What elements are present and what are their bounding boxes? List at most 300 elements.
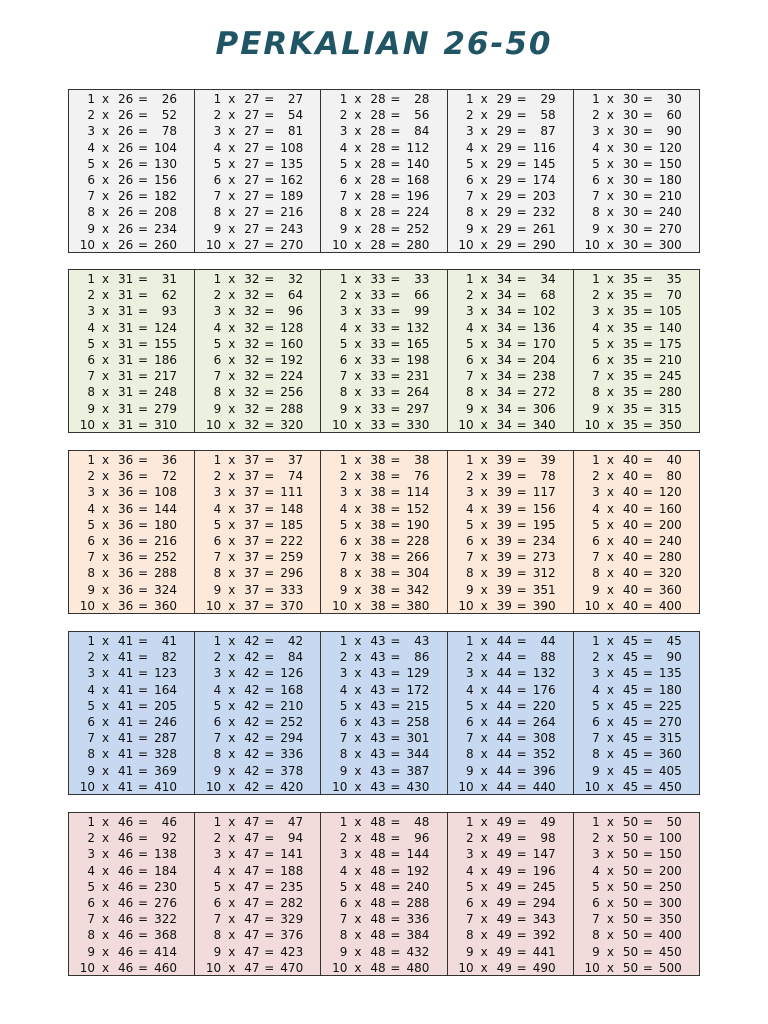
equals-sign: = [516,831,527,846]
times-sign: x [228,517,236,532]
times-sign: x [480,731,488,746]
product: 376 [280,928,304,943]
equals-sign: = [264,304,275,319]
table-row [69,452,194,468]
multiplicand: 26 [118,108,134,123]
multiplicand: 31 [118,272,134,286]
equals-sign: = [264,598,275,613]
times-sign: x [354,320,362,335]
multiplier: 3 [213,485,222,500]
table-row [195,763,320,779]
product: 49 [540,815,556,829]
table-row [448,814,573,830]
equals-sign: = [390,501,401,516]
multiplier: 7 [87,369,95,384]
multiplier: 1 [87,634,95,648]
table-row [448,879,573,895]
product: 228 [406,533,430,548]
equals-sign: = [390,863,401,878]
table-row [321,287,446,303]
multiplicand: 40 [622,582,639,597]
product: 296 [280,566,304,581]
table-row [574,320,699,336]
multiplier: 3 [465,485,474,500]
table-row [321,172,446,188]
multiplicand: 50 [622,863,639,878]
equals-sign: = [264,336,275,351]
table-row [448,468,573,484]
multiplicand: 28 [370,172,386,187]
product: 176 [532,682,556,697]
table-row [321,140,446,156]
product: 352 [532,747,556,762]
multiplier: 7 [465,912,474,927]
multiplicand: 44 [496,682,512,697]
times-sign: x [102,417,110,432]
multiplier: 6 [592,172,600,187]
table-column [573,632,699,794]
multiplier: 1 [592,815,600,829]
times-sign: x [102,960,110,975]
equals-sign: = [642,304,653,319]
table-row [195,287,320,303]
equals-sign: = [516,140,527,155]
equals-sign: = [138,517,149,532]
times-sign: x [606,140,614,155]
multiplier: 4 [465,140,474,155]
table-row [321,960,446,976]
equals-sign: = [264,320,275,335]
equals-sign: = [516,369,527,384]
table-column [320,813,446,975]
multiplier: 7 [339,912,348,927]
times-sign: x [606,304,614,319]
product: 396 [532,763,556,778]
product: 102 [532,304,556,319]
table-row [321,107,446,123]
times-sign: x [480,666,488,681]
times-sign: x [102,92,110,106]
equals-sign: = [642,863,653,878]
times-sign: x [354,485,362,500]
multiplier: 10 [584,598,600,613]
product: 111 [280,485,304,500]
multiplier: 4 [465,320,474,335]
multiplicand: 49 [496,960,512,975]
equals-sign: = [516,517,527,532]
product: 300 [658,237,682,252]
product: 360 [658,747,682,762]
table-row [321,746,446,762]
multiplier: 7 [87,550,95,565]
table-block [68,269,700,433]
times-sign: x [480,895,488,910]
multiplicand: 50 [622,879,639,894]
multiplicand: 34 [496,288,512,303]
multiplier: 1 [465,815,474,829]
times-sign: x [102,682,110,697]
multiplicand: 35 [622,320,639,335]
multiplier: 5 [592,698,600,713]
times-sign: x [228,912,236,927]
table-row [195,468,320,484]
multiplier: 7 [465,731,474,746]
multiplier: 4 [87,501,95,516]
table-row [69,846,194,862]
equals-sign: = [642,714,653,729]
product: 185 [280,517,304,532]
multiplicand: 39 [496,598,512,613]
multiplicand: 38 [370,517,386,532]
times-sign: x [480,682,488,697]
times-sign: x [480,469,488,484]
times-sign: x [228,417,236,432]
product: 33 [414,272,430,286]
multiplier: 3 [87,847,95,862]
table-row [69,960,194,976]
times-sign: x [354,912,362,927]
times-sign: x [228,747,236,762]
table-row [195,879,320,895]
equals-sign: = [642,763,653,778]
equals-sign: = [138,847,149,862]
multiplicand: 32 [244,417,260,432]
multiplicand: 32 [244,385,260,400]
multiplicand: 33 [370,417,386,432]
table-row [69,746,194,762]
equals-sign: = [390,517,401,532]
equals-sign: = [138,237,149,252]
equals-sign: = [264,779,275,794]
product: 136 [532,320,556,335]
table-row [69,682,194,698]
multiplier: 8 [87,385,95,400]
equals-sign: = [516,634,527,648]
multiplicand: 41 [118,731,134,746]
multiplier: 6 [339,352,348,367]
equals-sign: = [264,485,275,500]
times-sign: x [102,566,110,581]
product: 260 [154,237,177,252]
multiplicand: 30 [622,124,639,139]
table-row [69,303,194,319]
times-sign: x [102,582,110,597]
equals-sign: = [138,598,149,613]
multiplicand: 36 [118,550,134,565]
equals-sign: = [390,385,401,400]
table-row [574,368,699,384]
multiplicand: 48 [370,847,386,862]
multiplicand: 28 [370,156,386,171]
equals-sign: = [138,485,149,500]
multiplier: 1 [465,92,474,106]
multiplicand: 36 [118,469,134,484]
multiplier: 8 [213,566,222,581]
product: 144 [154,501,177,516]
table-row [69,156,194,172]
equals-sign: = [390,944,401,959]
equals-sign: = [516,928,527,943]
table-row [195,830,320,846]
table-row [321,352,446,368]
product: 141 [280,847,304,862]
table-row [195,730,320,746]
product: 231 [406,369,430,384]
times-sign: x [354,928,362,943]
multiplier: 1 [339,453,348,467]
times-sign: x [102,320,110,335]
multiplier: 1 [213,272,222,286]
times-sign: x [354,501,362,516]
product: 138 [154,847,177,862]
product: 132 [532,666,556,681]
equals-sign: = [642,698,653,713]
multiplicand: 50 [622,928,639,943]
table-row [448,401,573,417]
multiplicand: 42 [244,650,260,665]
times-sign: x [606,237,614,252]
product: 264 [406,385,430,400]
times-sign: x [228,156,236,171]
equals-sign: = [516,682,527,697]
multiplicand: 43 [370,763,386,778]
times-sign: x [102,895,110,910]
product: 123 [154,666,177,681]
equals-sign: = [264,550,275,565]
product: 252 [406,221,430,236]
table-row [574,384,699,400]
product: 210 [658,352,682,367]
multiplier: 8 [339,566,348,581]
equals-sign: = [264,156,275,171]
times-sign: x [228,272,236,286]
multiplier: 10 [458,779,474,794]
multiplier: 7 [339,369,348,384]
multiplier: 4 [592,140,600,155]
table-row [574,271,699,287]
multiplicand: 38 [370,453,386,467]
equals-sign: = [138,815,149,829]
multiplicand: 29 [496,172,512,187]
times-sign: x [480,205,488,220]
times-sign: x [480,108,488,123]
multiplicand: 47 [244,912,260,927]
times-sign: x [228,237,236,252]
equals-sign: = [138,763,149,778]
multiplicand: 28 [370,140,386,155]
table-row [321,384,446,400]
table-row [448,779,573,795]
table-block [68,812,700,976]
equals-sign: = [138,698,149,713]
multiplicand: 34 [496,272,512,286]
product: 216 [280,205,304,220]
times-sign: x [480,550,488,565]
table-row [574,123,699,139]
times-sign: x [354,533,362,548]
multiplicand: 46 [118,831,134,846]
table-row [69,107,194,123]
multiplier: 3 [592,304,600,319]
equals-sign: = [390,320,401,335]
equals-sign: = [516,582,527,597]
equals-sign: = [138,189,149,204]
multiplier: 3 [87,124,95,139]
multiplicand: 44 [496,763,512,778]
table-row [448,944,573,960]
equals-sign: = [264,401,275,416]
multiplicand: 43 [370,682,386,697]
multiplicand: 47 [244,815,260,829]
times-sign: x [480,385,488,400]
product: 192 [406,863,430,878]
product: 160 [658,501,682,516]
product: 273 [532,550,556,565]
equals-sign: = [642,320,653,335]
times-sign: x [228,189,236,204]
table-row [195,633,320,649]
times-sign: x [354,944,362,959]
multiplier: 10 [205,779,222,794]
multiplicand: 50 [622,815,639,829]
multiplicand: 48 [370,928,386,943]
multiplier: 10 [79,779,95,794]
multiplicand: 43 [370,747,386,762]
equals-sign: = [138,156,149,171]
table-row [321,91,446,107]
multiplicand: 32 [244,369,260,384]
table-row [69,336,194,352]
equals-sign: = [516,417,527,432]
times-sign: x [354,747,362,762]
product: 264 [532,714,556,729]
equals-sign: = [516,698,527,713]
multiplicand: 28 [370,124,386,139]
times-sign: x [480,304,488,319]
product: 301 [406,731,430,746]
product: 156 [532,501,556,516]
equals-sign: = [138,501,149,516]
multiplier: 5 [87,517,95,532]
times-sign: x [606,895,614,910]
multiplicand: 27 [244,205,260,220]
equals-sign: = [264,566,275,581]
multiplicand: 33 [370,304,386,319]
product: 29 [540,92,556,106]
multiplicand: 49 [496,831,512,846]
equals-sign: = [138,453,149,467]
multiplier: 9 [592,944,600,959]
product: 344 [406,747,430,762]
multiplicand: 42 [244,634,260,648]
product: 340 [532,417,556,432]
equals-sign: = [390,533,401,548]
multiplicand: 41 [118,650,134,665]
equals-sign: = [642,92,653,106]
table-row [574,533,699,549]
product: 282 [280,895,304,910]
equals-sign: = [516,320,527,335]
multiplier: 4 [465,682,474,697]
product: 200 [658,517,682,532]
times-sign: x [480,140,488,155]
equals-sign: = [138,288,149,303]
times-sign: x [480,879,488,894]
table-row [69,633,194,649]
table-row [574,814,699,830]
equals-sign: = [138,320,149,335]
table-row [69,895,194,911]
product: 46 [161,815,177,829]
product: 117 [532,485,556,500]
table-row [448,384,573,400]
equals-sign: = [516,288,527,303]
multiplicand: 46 [118,847,134,862]
product: 240 [406,879,430,894]
table-row [448,271,573,287]
multiplicand: 28 [370,189,386,204]
multiplicand: 43 [370,714,386,729]
equals-sign: = [642,272,653,286]
times-sign: x [354,879,362,894]
multiplier: 1 [87,92,95,106]
multiplicand: 35 [622,385,639,400]
multiplier: 4 [339,863,348,878]
times-sign: x [228,879,236,894]
multiplier: 2 [87,831,95,846]
product: 37 [287,453,304,467]
times-sign: x [102,533,110,548]
multiplier: 5 [592,336,600,351]
product: 270 [658,221,682,236]
equals-sign: = [138,92,149,106]
product: 230 [154,879,177,894]
times-sign: x [606,469,614,484]
times-sign: x [354,831,362,846]
product: 27 [287,92,304,106]
equals-sign: = [264,895,275,910]
equals-sign: = [390,205,401,220]
product: 215 [406,698,430,713]
table-row [69,714,194,730]
times-sign: x [354,815,362,829]
table-row [195,911,320,927]
multiplier: 6 [465,895,474,910]
equals-sign: = [390,156,401,171]
equals-sign: = [138,879,149,894]
table-row [574,746,699,762]
multiplicand: 30 [622,156,639,171]
table-row [574,665,699,681]
multiplicand: 44 [496,714,512,729]
multiplicand: 38 [370,485,386,500]
times-sign: x [354,336,362,351]
equals-sign: = [264,831,275,846]
multiplier: 3 [592,124,600,139]
multiplicand: 31 [118,417,134,432]
multiplier: 5 [213,879,222,894]
product: 44 [540,634,556,648]
product: 40 [666,453,682,467]
times-sign: x [606,108,614,123]
table-row [448,172,573,188]
product: 259 [280,550,304,565]
multiplicand: 39 [496,550,512,565]
product: 351 [532,582,556,597]
table-row [195,549,320,565]
equals-sign: = [138,108,149,123]
equals-sign: = [390,221,401,236]
